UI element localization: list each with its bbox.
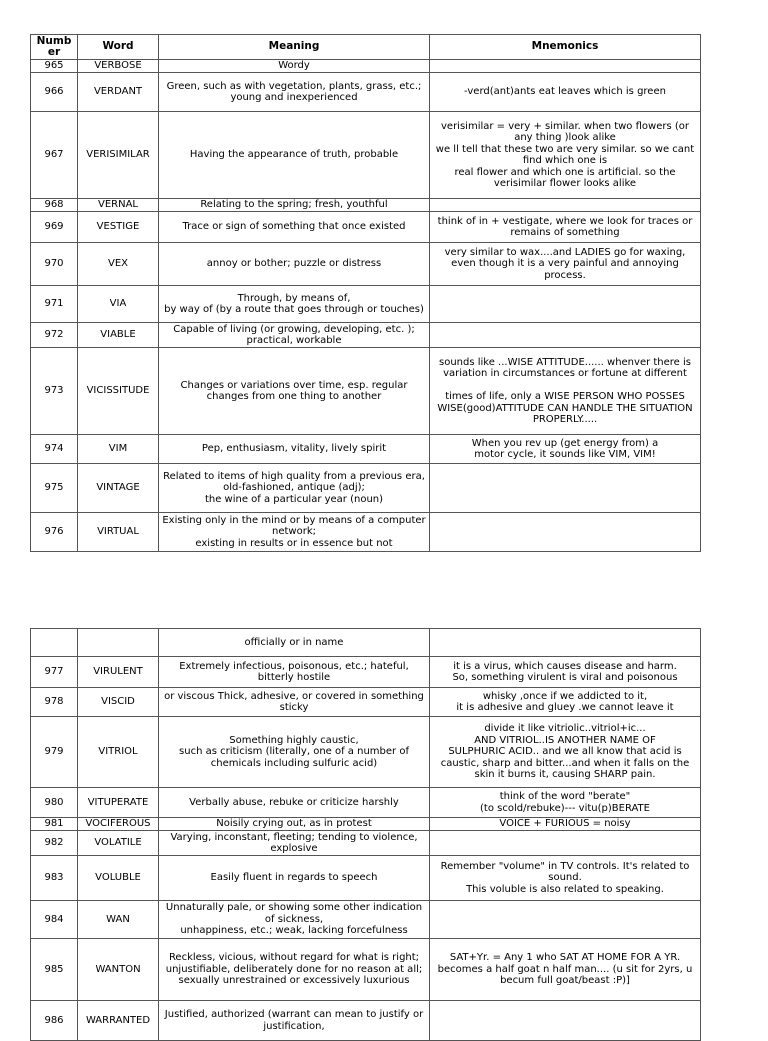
header-meaning: Meaning [159, 35, 430, 60]
cell-word: VISCID [78, 688, 159, 717]
cell-number: 982 [31, 831, 78, 856]
cell-meaning: Related to items of high quality from a previous era, old-fashioned, antique (adj); the wine of a particular year (noun) [159, 464, 430, 513]
cell-word: VERNAL [78, 199, 159, 212]
cell-mnemonic: divide it like vitriolic..vitriol+ic... AND VITRIOL..IS ANOTHER NAME OF SULPHURIC ACID.. and we all know that acid is caustic, sharp and bitter...and when it falls on the skin it burns it, causing SHARP pain. [430, 717, 701, 788]
cell-number: 965 [31, 60, 78, 73]
table-row [31, 435, 701, 464]
cell-mnemonic: sounds like ...WISE ATTITUDE...... whenver there is variation in circumstances or fortune at different times of life, only a WISE PERSON WHO POSSES WISE(good)ATTITUDE CAN HANDLE THE SITUATION PROPERLY..... [430, 348, 701, 435]
cell-meaning: or viscous Thick, adhesive, or covered in something sticky [159, 688, 430, 717]
table-row [31, 199, 701, 212]
cell-word: VIA [78, 286, 159, 323]
cell-number: 972 [31, 323, 78, 348]
cell-word: VOLATILE [78, 831, 159, 856]
cell-mnemonic: SAT+Yr. = Any 1 who SAT AT HOME FOR A YR. becomes a half goat n half man.... (u sit for 2yrs, u becum full goat/beast :P)] [430, 939, 701, 1001]
cell-mnemonic: it is a virus, which causes disease and harm. So, something virulent is viral and poisonous [430, 657, 701, 688]
table-row [31, 323, 701, 348]
table-row [31, 788, 701, 818]
cell-meaning: Easily fluent in regards to speech [159, 856, 430, 901]
cell-mnemonic [430, 901, 701, 939]
cell-number: 975 [31, 464, 78, 513]
cell-meaning: Wordy [159, 60, 430, 73]
cell-meaning: Existing only in the mind or by means of a computer network; existing in results or in essence but not [159, 513, 430, 552]
cell-word: VIRTUAL [78, 513, 159, 552]
table-row [31, 348, 701, 435]
table-row [31, 243, 701, 286]
cell-mnemonic [430, 629, 701, 657]
cell-number: 981 [31, 818, 78, 831]
header-word: Word [78, 35, 159, 60]
cell-number: 977 [31, 657, 78, 688]
cell-word: VIM [78, 435, 159, 464]
cell-mnemonic: think of the word "berate" (to scold/rebuke)--- vitu(p)BERATE [430, 788, 701, 818]
cell-number: 983 [31, 856, 78, 901]
cell-mnemonic [430, 199, 701, 212]
cell-meaning: Trace or sign of something that once existed [159, 212, 430, 243]
table-row [31, 60, 701, 73]
cell-number: 967 [31, 112, 78, 199]
cell-word: VESTIGE [78, 212, 159, 243]
cell-meaning: Capable of living (or growing, developing, etc. ); practical, workable [159, 323, 430, 348]
cell-word: WARRANTED [78, 1001, 159, 1041]
table-row [31, 513, 701, 552]
cell-mnemonic: VOICE + FURIOUS = noisy [430, 818, 701, 831]
cell-number: 985 [31, 939, 78, 1001]
cell-word: VERBOSE [78, 60, 159, 73]
top-table-body [31, 60, 701, 552]
cell-word: VITUPERATE [78, 788, 159, 818]
cell-meaning: Reckless, vicious, without regard for what is right; unjustifiable, deliberately done for no reason at all; sexually unrestrained or excessively luxurious [159, 939, 430, 1001]
cell-meaning: Pep, enthusiasm, vitality, lively spirit [159, 435, 430, 464]
cell-meaning: Unnaturally pale, or showing some other indication of sickness, unhappiness, etc.; weak, lacking forcefulness [159, 901, 430, 939]
table-row [31, 717, 701, 788]
table-row [31, 464, 701, 513]
cell-word: VOLUBLE [78, 856, 159, 901]
cell-mnemonic: think of in + vestigate, where we look for traces or remains of something [430, 212, 701, 243]
cell-word: VERISIMILAR [78, 112, 159, 199]
vocab-table-top [30, 34, 701, 552]
cell-meaning: Extremely infectious, poisonous, etc.; hateful, bitterly hostile [159, 657, 430, 688]
cell-meaning: Something highly caustic, such as criticism (literally, one of a number of chemicals including sulfuric acid) [159, 717, 430, 788]
table-row [31, 286, 701, 323]
table-row [31, 939, 701, 1001]
cell-word: VICISSITUDE [78, 348, 159, 435]
cell-number: 970 [31, 243, 78, 286]
vocab-table-bottom [30, 628, 701, 1041]
cell-meaning: Justified, authorized (warrant can mean to justify or justification, [159, 1001, 430, 1041]
cell-meaning: Verbally abuse, rebuke or criticize harshly [159, 788, 430, 818]
table-row [31, 629, 701, 657]
table-row [31, 212, 701, 243]
cell-number: 971 [31, 286, 78, 323]
cell-number: 974 [31, 435, 78, 464]
cell-word: VITRIOL [78, 717, 159, 788]
cell-number [31, 629, 78, 657]
table-row [31, 818, 701, 831]
cell-number: 986 [31, 1001, 78, 1041]
cell-mnemonic [430, 513, 701, 552]
cell-mnemonic [430, 60, 701, 73]
cell-mnemonic: whisky ,once if we addicted to it, it is adhesive and gluey .we cannot leave it [430, 688, 701, 717]
cell-word: WANTON [78, 939, 159, 1001]
table-row [31, 688, 701, 717]
cell-meaning: Noisily crying out, as in protest [159, 818, 430, 831]
cell-number: 969 [31, 212, 78, 243]
cell-meaning: annoy or bother; puzzle or distress [159, 243, 430, 286]
bottom-table-body [31, 629, 701, 1041]
cell-number: 973 [31, 348, 78, 435]
cell-word: VIABLE [78, 323, 159, 348]
cell-word: VERDANT [78, 73, 159, 112]
table-row [31, 73, 701, 112]
cell-meaning: Varying, inconstant, fleeting; tending to violence, explosive [159, 831, 430, 856]
cell-meaning: officially or in name [159, 629, 430, 657]
table-row [31, 112, 701, 199]
table-row [31, 1001, 701, 1041]
cell-word [78, 629, 159, 657]
cell-word: VIRULENT [78, 657, 159, 688]
cell-word: WAN [78, 901, 159, 939]
header-row [31, 35, 701, 60]
cell-mnemonic [430, 323, 701, 348]
cell-number: 979 [31, 717, 78, 788]
cell-mnemonic: Remember "volume" in TV controls. It's related to sound. This voluble is also related to speaking. [430, 856, 701, 901]
cell-meaning: Green, such as with vegetation, plants, grass, etc.; young and inexperienced [159, 73, 430, 112]
cell-mnemonic [430, 286, 701, 323]
cell-word: VEX [78, 243, 159, 286]
cell-meaning: Having the appearance of truth, probable [159, 112, 430, 199]
cell-mnemonic: verisimilar = very + similar. when two flowers (or any thing )look alike we ll tell that these two are very similar. so we cant find which one is real flower and which one is artificial. so the verisimilar flower looks alike [430, 112, 701, 199]
cell-mnemonic [430, 831, 701, 856]
cell-mnemonic: very similar to wax....and LADIES go for waxing, even though it is a very painful and annoying process. [430, 243, 701, 286]
cell-mnemonic: -verd(ant)ants eat leaves which is green [430, 73, 701, 112]
cell-meaning: Relating to the spring; fresh, youthful [159, 199, 430, 212]
table-row [31, 657, 701, 688]
cell-mnemonic [430, 464, 701, 513]
cell-number: 980 [31, 788, 78, 818]
cell-number: 978 [31, 688, 78, 717]
cell-meaning: Changes or variations over time, esp. regular changes from one thing to another [159, 348, 430, 435]
table-row [31, 831, 701, 856]
cell-number: 976 [31, 513, 78, 552]
cell-number: 966 [31, 73, 78, 112]
header-number: Numb er [31, 35, 78, 60]
cell-number: 984 [31, 901, 78, 939]
cell-word: VOCIFEROUS [78, 818, 159, 831]
header-mnemonics: Mnemonics [430, 35, 701, 60]
table-row [31, 856, 701, 901]
cell-mnemonic: When you rev up (get energy from) a motor cycle, it sounds like VIM, VIM! [430, 435, 701, 464]
cell-meaning: Through, by means of, by way of (by a route that goes through or touches) [159, 286, 430, 323]
cell-number: 968 [31, 199, 78, 212]
cell-mnemonic [430, 1001, 701, 1041]
table-row [31, 901, 701, 939]
cell-word: VINTAGE [78, 464, 159, 513]
